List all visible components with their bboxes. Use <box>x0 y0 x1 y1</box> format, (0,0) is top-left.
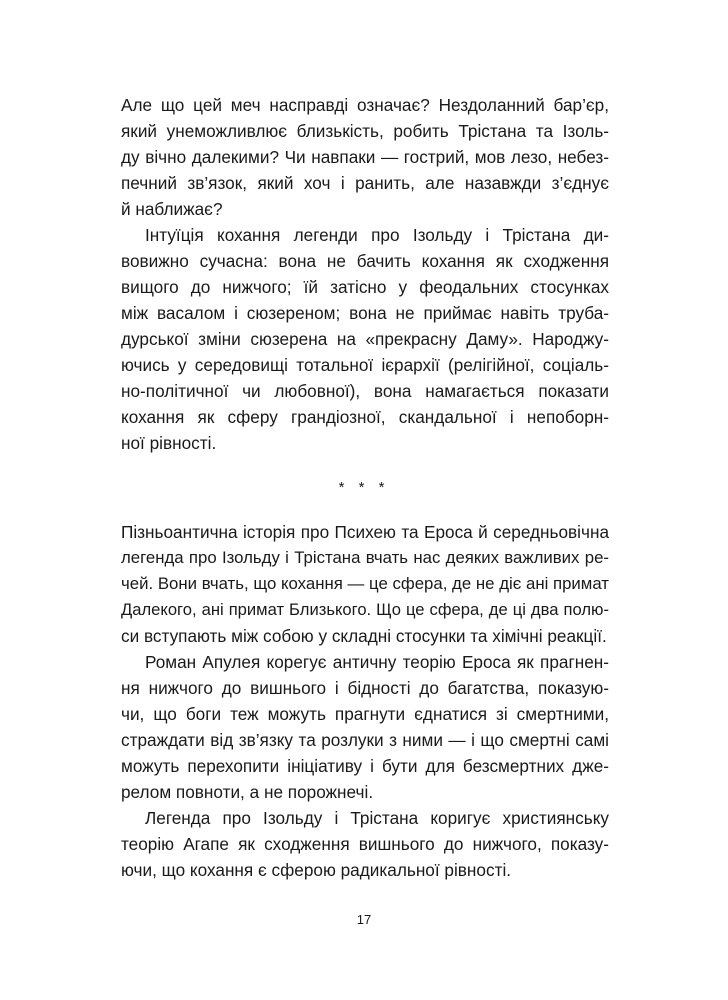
text-line: ючи, що кохання є сферою радикальної рівності. <box>121 860 512 880</box>
text-line: між васалом і сюзереном; вона не приймає навіть труба- <box>121 303 609 323</box>
text-line: можуть перехопити ініціативу і бути для безсмертних дже- <box>121 756 609 776</box>
text-line: страждати від зв’язку та розлуки з ними — і що смертні самі <box>121 730 609 750</box>
text-line: Інтуїція кохання легенди про Ізольду і Трістана ди- <box>145 225 609 245</box>
text-line: печний зв’язок, який хоч і ранить, але назавжди з’єднує <box>121 173 609 193</box>
text-line: ду вічно далекими? Чи навпаки — гострий, мов лезо, небез- <box>121 147 609 167</box>
text-line: який унеможливлює близькість, робить Трістана та Ізоль- <box>121 121 609 141</box>
text-line: си вступають між собою у складні стосунки та хімічні реакції. <box>121 626 607 646</box>
text-line: кохання як сферу грандіозної, скандальної і непоборн- <box>121 407 609 427</box>
text-line: Пізньоантична історія про Психею та Ероса й середньовічна <box>121 522 609 542</box>
text-line: Далекого, ані примат Близького. Що це сфера, де ці два полю- <box>121 600 609 619</box>
text-line: ня нижчого до вишнього і бідності до багатства, показую- <box>121 678 609 698</box>
text-line: ючись у середовищі тотальної ієрархії (релігійної, соціаль- <box>121 355 609 375</box>
text-line: Роман Апулея корегує античну теорію Ероса як прагнен- <box>145 652 609 672</box>
text-line: вовижно сучасна: вона не бачить кохання як сходження <box>121 251 609 271</box>
text-line: й наближає? <box>121 199 223 219</box>
text-line: вищого до нижчого; їй затісно у феодальних стосунках <box>121 277 609 297</box>
text-section-1 <box>121 92 609 456</box>
text-section-2 <box>121 519 609 883</box>
text-line: дурської зміни сюзерена на «прекрасну Даму». Народжу- <box>121 329 609 349</box>
text-line: легенда про Ізольду і Трістана вчать нас деяких важливих ре- <box>121 548 609 567</box>
text-line: Легенда про Ізольду і Трістана коригує християнську <box>145 808 609 828</box>
text-line: чи, що боги теж можуть прагнути єднатися зі смертними, <box>121 704 609 724</box>
page-number: 17 <box>356 912 372 927</box>
section-separator: * * * <box>338 479 390 496</box>
text-line: ної рівності. <box>121 433 217 453</box>
text-line: Але що цей меч насправді означає? Нездоланний бар’єр, <box>121 95 609 115</box>
text-line: но-політичної чи любовної), вона намагається показати <box>121 381 609 401</box>
text-line: теорію Агапе як сходження вишнього до нижчого, показу- <box>121 834 609 854</box>
text-line: релом повноти, а не порожнечі. <box>121 782 374 802</box>
text-line: чей. Вони вчать, що кохання — це сфера, де не діє ані примат <box>121 574 609 593</box>
